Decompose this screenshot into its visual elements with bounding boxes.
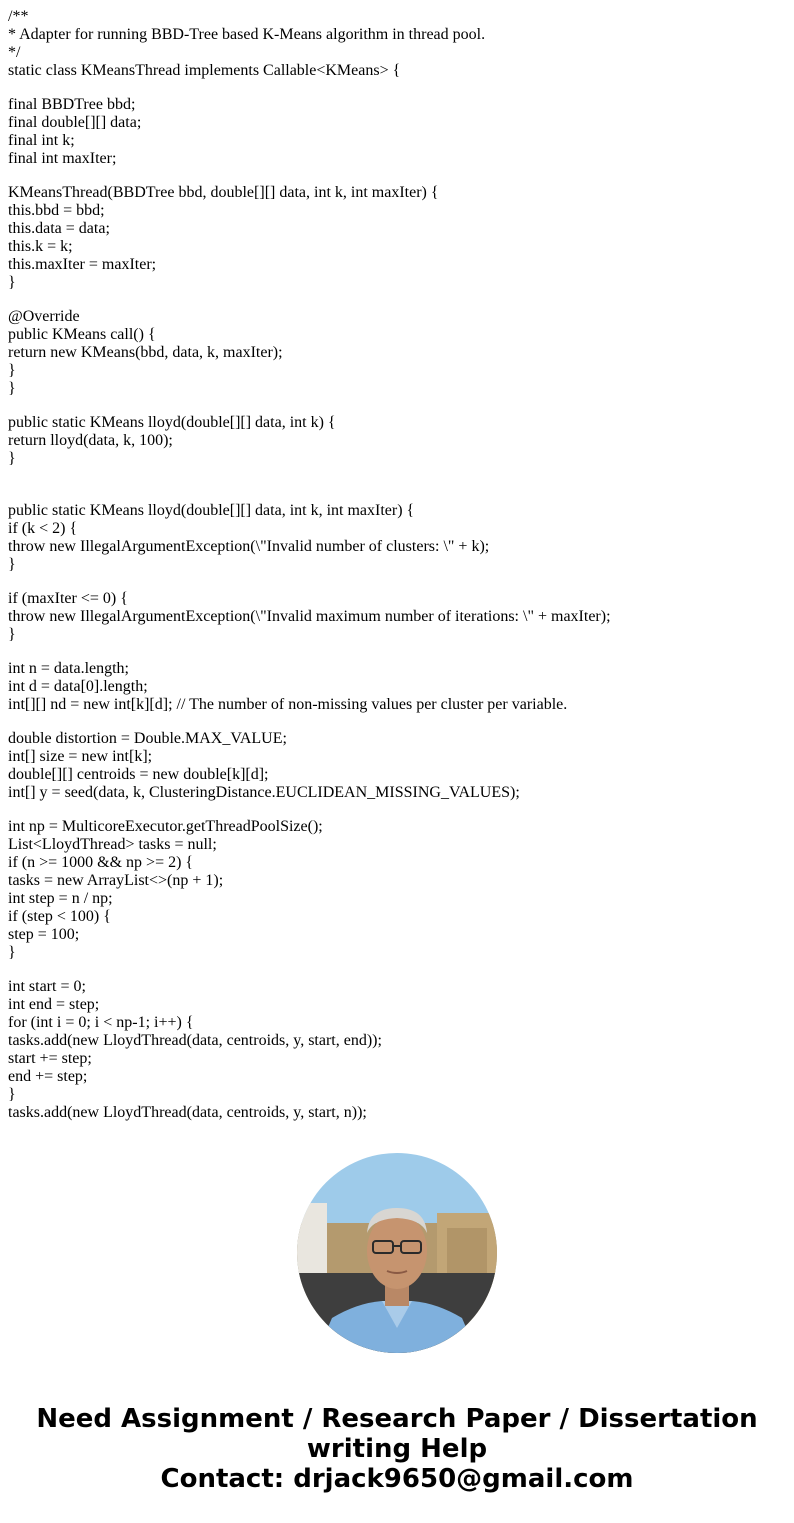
code-block (8, 96, 788, 168)
promo-banner (0, 1404, 794, 1494)
code-line: List<LloydThread> tasks = null; (8, 836, 217, 853)
code-line: this.bbd = bbd; (8, 202, 105, 219)
code-line: step = 100; (8, 926, 80, 943)
code-line: /** (8, 8, 29, 25)
code-line: int end = step; (8, 996, 100, 1013)
code-line: } (8, 944, 16, 961)
code-line: throw new IllegalArgumentException(\"Invalid maximum number of iterations: \" + maxIter); (8, 608, 611, 625)
code-line: if (n >= 1000 && np >= 2) { (8, 854, 194, 871)
person-photo-icon (297, 1153, 497, 1353)
code-line: int step = n / np; (8, 890, 113, 907)
code-line: return new KMeans(bbd, data, k, maxIter); (8, 344, 283, 361)
code-line: int d = data[0].length; (8, 678, 148, 695)
promo-line-2: writing Help (306, 1434, 488, 1464)
code-line: @Override (8, 308, 80, 325)
code-line: } (8, 274, 16, 291)
code-line: end += step; (8, 1068, 88, 1085)
code-line: double distortion = Double.MAX_VALUE; (8, 730, 287, 747)
code-line: static class KMeansThread implements Callable<KMeans> { (8, 62, 401, 79)
code-line: throw new IllegalArgumentException(\"Invalid number of clusters: \" + k); (8, 538, 490, 555)
code-block (8, 184, 788, 292)
code-block (8, 730, 788, 802)
code-line: start += step; (8, 1050, 92, 1067)
code-line: int start = 0; (8, 978, 86, 995)
code-line: } (8, 362, 16, 379)
promo-line-1: Need Assignment / Research Paper / Dissertation (36, 1404, 758, 1434)
code-line: int[] size = new int[k]; (8, 748, 153, 765)
code-line: int[][] nd = new int[k][d]; // The number of non-missing values per cluster per variable. (8, 696, 568, 713)
code-line: */ (8, 44, 21, 61)
promo-contact: Contact: drjack9650@gmail.com (160, 1464, 634, 1494)
code-line: public KMeans call() { (8, 326, 156, 343)
code-block (8, 502, 788, 574)
code-line: if (k < 2) { (8, 520, 78, 537)
code-line: } (8, 556, 16, 573)
code-line: double[][] centroids = new double[k][d]; (8, 766, 269, 783)
code-line: if (maxIter <= 0) { (8, 590, 128, 607)
code-line: this.k = k; (8, 238, 73, 255)
code-line: return lloyd(data, k, 100); (8, 432, 173, 449)
code-line: } (8, 380, 16, 397)
code-line: final int k; (8, 132, 75, 149)
code-line: public static KMeans lloyd(double[][] data, int k, int maxIter) { (8, 502, 415, 519)
code-line: } (8, 626, 16, 643)
code-line: KMeansThread(BBDTree bbd, double[][] data, int k, int maxIter) { (8, 184, 439, 201)
code-line: } (8, 450, 16, 467)
code-listing (8, 8, 788, 1138)
code-line: final double[][] data; (8, 114, 142, 131)
code-line: this.data = data; (8, 220, 110, 237)
code-line: tasks = new ArrayList<>(np + 1); (8, 872, 224, 889)
code-line: int np = MulticoreExecutor.getThreadPoolSize(); (8, 818, 323, 835)
code-block (8, 308, 788, 398)
code-line: public static KMeans lloyd(double[][] data, int k) { (8, 414, 336, 431)
code-line: tasks.add(new LloydThread(data, centroids, y, start, end)); (8, 1032, 382, 1049)
code-line: tasks.add(new LloydThread(data, centroids, y, start, n)); (8, 1104, 367, 1121)
code-block (8, 818, 788, 962)
code-block (8, 590, 788, 644)
code-line: if (step < 100) { (8, 908, 111, 925)
code-block (8, 414, 788, 468)
code-block (8, 660, 788, 714)
code-line: final int maxIter; (8, 150, 117, 167)
code-block (8, 978, 788, 1122)
code-line: } (8, 1086, 16, 1103)
code-line: int n = data.length; (8, 660, 129, 677)
author-avatar (297, 1153, 497, 1353)
code-block (8, 8, 788, 80)
code-line: * Adapter for running BBD-Tree based K-Means algorithm in thread pool. (8, 26, 486, 43)
code-line: for (int i = 0; i < np-1; i++) { (8, 1014, 194, 1031)
code-line: this.maxIter = maxIter; (8, 256, 157, 273)
code-line: final BBDTree bbd; (8, 96, 136, 113)
code-line: int[] y = seed(data, k, ClusteringDistance.EUCLIDEAN_MISSING_VALUES); (8, 784, 520, 801)
